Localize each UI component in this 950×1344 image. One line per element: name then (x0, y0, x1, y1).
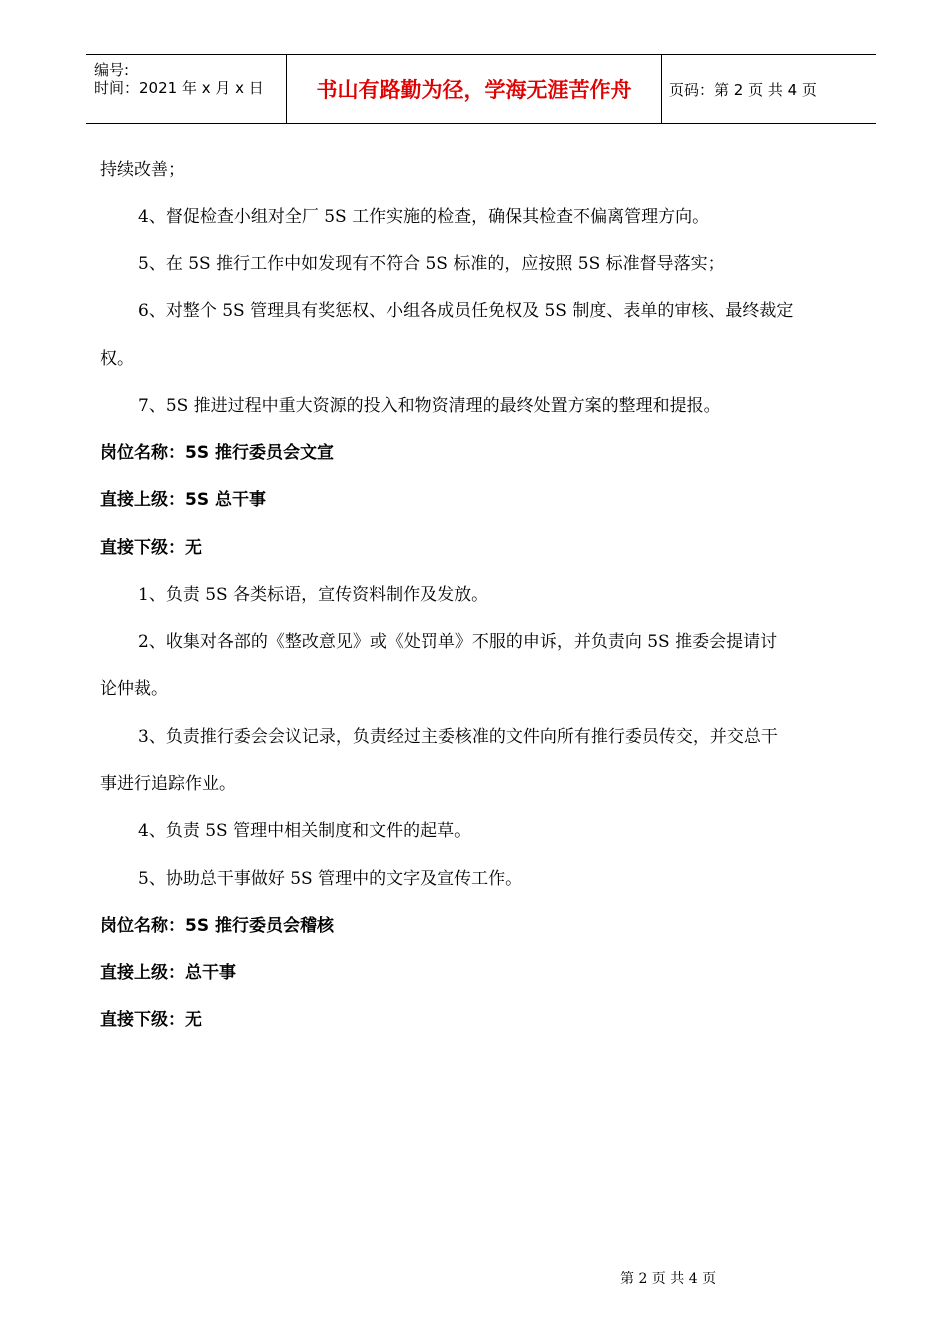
text-line: 论仲裁。 (100, 679, 168, 699)
header-page-info (661, 55, 876, 123)
page-info-text: 页码：第 2 页 共 4 页 (669, 80, 817, 99)
text-line: 3、负责推行委会会议记录，负责经过主委核准的文件向所有推行委员传交，并交总干 (138, 727, 778, 747)
section-heading: 直接上级：5S 总干事 (100, 490, 266, 510)
text-line: 事进行追踪作业。 (100, 774, 236, 794)
text-line: 5、协助总干事做好 5S 管理中的文字及宣传工作。 (138, 869, 523, 889)
section-heading: 直接上级：总干事 (100, 963, 236, 983)
section-heading: 直接下级：无 (100, 538, 202, 558)
text-line: 6、对整个 5S 管理具有奖惩权、小组各成员任免权及 5S 制度、表单的审核、最终裁定 (138, 301, 794, 321)
page-footer: 第 2 页 共 4 页 (620, 1271, 717, 1287)
text-line: 4、督促检查小组对全厂 5S 工作实施的检查，确保其检查不偏离管理方向。 (138, 207, 710, 227)
section-heading: 岗位名称：5S 推行委员会稽核 (100, 916, 334, 936)
text-line: 5、在 5S 推行工作中如发现有不符合 5S 标准的，应按照 5S 标准督导落实； (138, 254, 725, 274)
number-label: 编号: (94, 61, 130, 79)
section-heading: 直接下级：无 (100, 1010, 202, 1030)
text-line: 权。 (100, 349, 134, 369)
time-label: 时间：2021 年 x 月 x 日 (94, 79, 264, 97)
section-heading: 岗位名称：5S 推行委员会文宣 (100, 443, 334, 463)
text-line: 1、负责 5S 各类标语，宣传资料制作及发放。 (138, 585, 489, 605)
text-line: 持续改善； (100, 160, 185, 180)
page-header (86, 54, 876, 124)
text-line: 7、5S 推进过程中重大资源的投入和物资清理的最终处置方案的整理和提报。 (138, 396, 721, 416)
text-line: 2、收集对各部的《整改意见》或《处罚单》不服的申诉，并负责向 5S 推委会提请讨 (138, 632, 778, 652)
text-line: 4、负责 5S 管理中相关制度和文件的起草。 (138, 821, 472, 841)
header-meta (86, 55, 286, 123)
header-motto: 书山有路勤为径，学海无涯苦作舟 (286, 55, 662, 123)
